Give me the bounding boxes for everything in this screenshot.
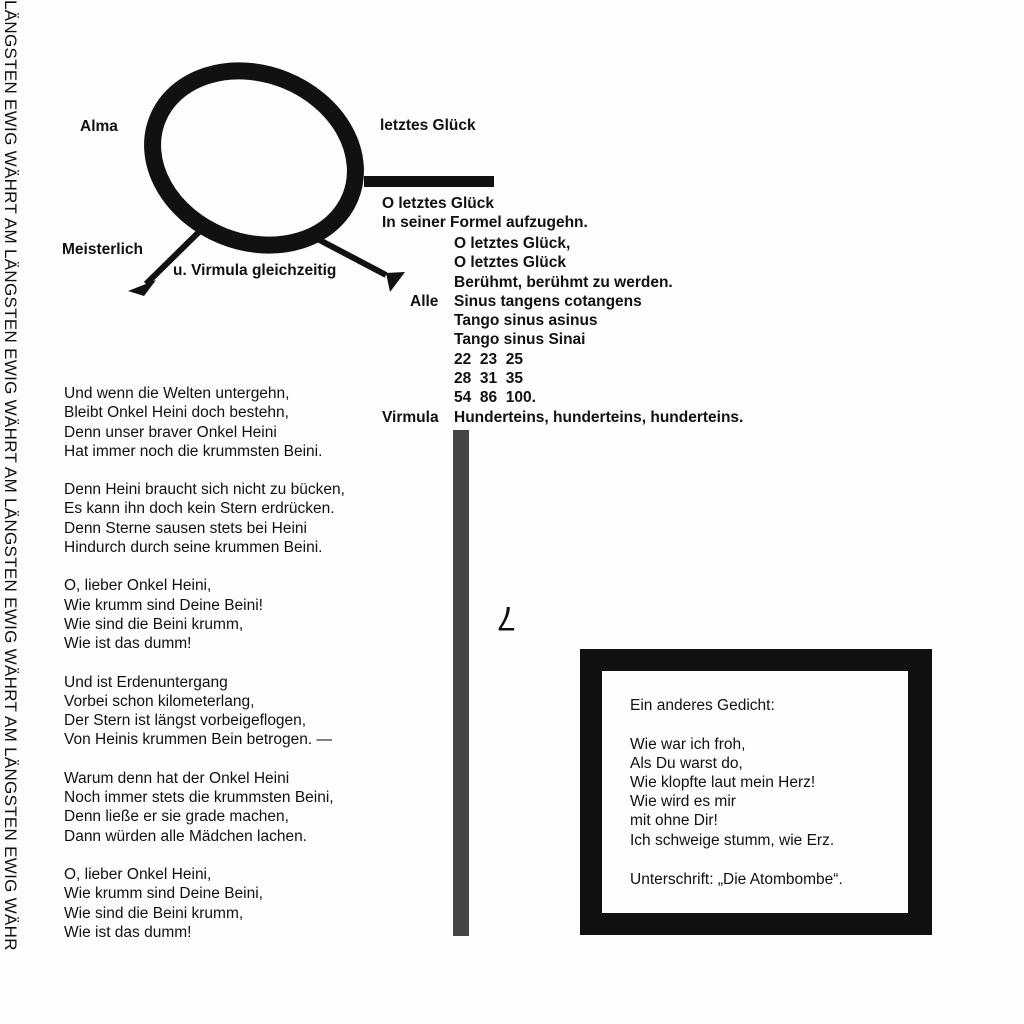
poem-line: Hat immer noch die krummsten Beini. (64, 442, 323, 460)
stanza (64, 865, 345, 942)
poem-line: Wie sind die Beini krumm, (64, 615, 244, 633)
poem-line: Wie ist das dumm! (64, 635, 192, 653)
boxed-poem-line: Wie klopfte laut mein Herz! (630, 774, 816, 791)
chorus-line: Hunderteins, hunderteins, hunderteins. (454, 408, 744, 426)
chorus-line: Tango sinus Sinai (454, 331, 586, 349)
poem-line: O, lieber Onkel Heini, (64, 865, 212, 883)
stanza (64, 384, 345, 461)
boxed-poem-signature: Unterschrift: „Die Atombombe“. (630, 871, 843, 888)
poem-line: Von Heinis krummen Bein betrogen. — (64, 731, 332, 749)
poem-line: Noch immer stets die krummsten Beini, (64, 789, 334, 807)
boxed-poem-line: Als Du warst do, (630, 755, 743, 772)
poem-line: O, lieber Onkel Heini, (64, 577, 212, 595)
chorus-line: Berühmt, berühmt zu werden. (454, 273, 673, 291)
poem-line: Wie krumm sind Deine Beini! (64, 596, 263, 614)
poem-line: Wie sind die Beini krumm, (64, 904, 244, 922)
boxed-poem-line: mit ohne Dir! (630, 812, 718, 829)
poem-line: Und ist Erdenuntergang (64, 673, 228, 691)
chorus-line: Sinus tangens cotangens (454, 292, 642, 310)
poem-line: Wie ist das dumm! (64, 923, 192, 941)
poem-line: Denn Heini braucht sich nicht zu bücken, (64, 481, 345, 499)
vertical-text: LÄNGSTEN EWIG WÄHRT AM LÄNGSTEN EWIG WÄHRT AM LÄNGSTEN EWIG WÄHRT AM LÄNGSTEN EWIG WÄHR (1, 0, 20, 951)
chorus-line: 54 86 100. (454, 389, 536, 407)
poem-line: Wie krumm sind Deine Beini, (64, 885, 263, 903)
hatched-column (453, 430, 469, 936)
poem-line: Denn ließe er sie grade machen, (64, 808, 289, 826)
label-letztes-glueck: letztes Glück (380, 117, 476, 134)
boxed-poem-line: Ich schweige stumm, wie Erz. (630, 832, 835, 849)
poem-line: Bleibt Onkel Heini doch bestehn, (64, 404, 289, 422)
left-arrow-head (128, 280, 156, 296)
label-meisterlich: Meisterlich (62, 241, 143, 258)
stanza (64, 769, 345, 846)
stanza (64, 673, 345, 750)
poem-line: Vorbei schon kilometerlang, (64, 692, 255, 710)
poem-line: Denn Sterne sausen stets bei Heini (64, 519, 307, 537)
chorus-intro (382, 194, 588, 233)
boxed-poem (602, 671, 908, 913)
ring-shape (126, 41, 382, 275)
chorus-line: O letztes Glück, (454, 235, 571, 252)
speaker-alle: Alle (410, 293, 439, 310)
boxed-poem-line: Wie war ich froh, (630, 736, 746, 753)
chorus-line: Tango sinus asinus (454, 312, 598, 330)
boxed-poem-line: Wie wird es mir (630, 793, 736, 810)
label-alma: Alma (80, 118, 118, 135)
stanza (64, 576, 345, 653)
right-arrow-head (386, 272, 405, 292)
chorus-line: 28 31 35 (454, 370, 523, 388)
horizontal-bar (364, 176, 494, 187)
chorus-intro-line: O letztes Glück (382, 195, 494, 212)
chorus-line: 22 23 25 (454, 350, 523, 368)
poem-line: Denn unser braver Onkel Heini (64, 423, 277, 441)
poem-onkel-heini (64, 384, 345, 961)
chorus-lines (454, 234, 743, 427)
speaker-virmula: Virmula (382, 409, 439, 426)
label-virmula-gleichzeitig: u. Virmula gleichzeitig (173, 262, 337, 279)
chorus-line: O letztes Glück (454, 254, 566, 272)
chorus-intro-line: In seiner Formel aufzugehn. (382, 214, 588, 232)
boxed-poem-frame (580, 649, 932, 935)
page-number: 7 (497, 599, 516, 637)
boxed-poem-heading: Ein anderes Gedicht: (630, 697, 775, 714)
poem-line: Warum denn hat der Onkel Heini (64, 769, 290, 787)
poem-line: Es kann ihn doch kein Stern erdrücken. (64, 500, 335, 518)
poem-line: Und wenn die Welten untergehn, (64, 385, 290, 402)
poem-line: Der Stern ist längst vorbeigeflogen, (64, 712, 307, 730)
poem-line: Dann würden alle Mädchen lachen. (64, 827, 307, 845)
stanza (64, 480, 345, 557)
poem-line: Hindurch durch seine krummen Beini. (64, 539, 323, 557)
